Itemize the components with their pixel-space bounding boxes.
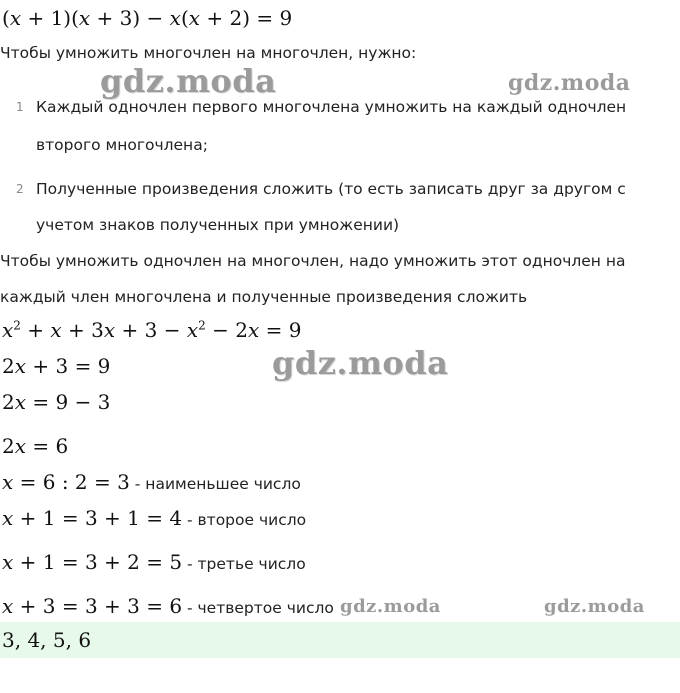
solution-step: x + 3 = 3 + 3 = 6 - четвертое число xyxy=(2,594,334,618)
list-number: 2 xyxy=(16,182,24,196)
solution-step: 2x + 3 = 9 xyxy=(2,354,111,378)
solution-step: $x^2 + x + 3x + 3 - x^2 - 2x = 9$ xyxy=(2,318,302,342)
watermark: gdz.moda xyxy=(272,344,449,382)
list-item-text: Каждый одночлен первого многочлена умножить на каждый одночлен xyxy=(36,98,627,116)
answer-text: 3, 4, 5, 6 xyxy=(2,628,92,652)
list-item-text: второго многочлена; xyxy=(36,136,208,154)
problem-equation: (x + 1)(x + 3) − x(x + 2) = 9 xyxy=(2,6,293,30)
solution-step: x = 6 : 2 = 3 - наименьшее число xyxy=(2,470,301,494)
rule-text: каждый член многочлена и полученные произведения сложить xyxy=(0,288,528,306)
list-item-text: учетом знаков полученных при умножении) xyxy=(36,216,400,234)
step-note: - наименьшее число xyxy=(129,475,301,493)
watermark: gdz.moda xyxy=(508,70,631,96)
watermark: gdz.moda xyxy=(340,596,441,617)
list-item-text: Полученные произведения сложить (то есть записать друг за другом с xyxy=(36,180,626,198)
list-number: 1 xyxy=(16,100,24,114)
watermark: gdz.moda xyxy=(544,596,645,617)
solution-step: 2x = 6 xyxy=(2,434,69,458)
step-note: - четвертое число xyxy=(182,599,334,617)
step-note: - второе число xyxy=(182,511,307,529)
step-note: - третье число xyxy=(182,555,306,573)
solution-step: 2x = 9 − 3 xyxy=(2,390,111,414)
solution-step: x + 1 = 3 + 1 = 4 - второе число xyxy=(2,506,307,530)
answer-box xyxy=(0,622,680,658)
rule-intro: Чтобы умножить многочлен на многочлен, нужно: xyxy=(0,44,417,62)
watermark: gdz.moda xyxy=(100,62,277,100)
rule-text: Чтобы умножить одночлен на многочлен, надо умножить этот одночлен на xyxy=(0,252,626,270)
solution-step: x + 1 = 3 + 2 = 5 - третье число xyxy=(2,550,306,574)
